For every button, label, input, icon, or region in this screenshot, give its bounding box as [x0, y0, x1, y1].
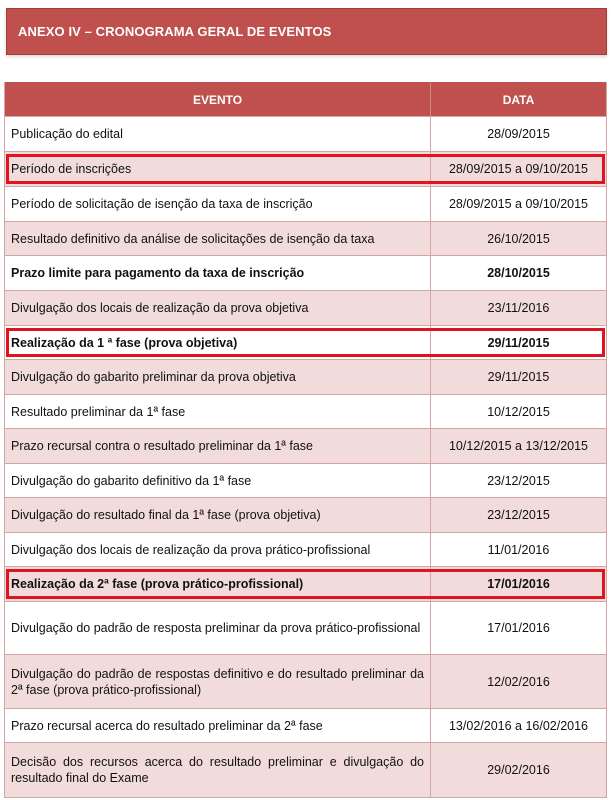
table-row — [5, 428, 606, 463]
data-cell: 28/10/2015 — [487, 266, 550, 280]
table-row — [5, 601, 606, 654]
table-row — [5, 654, 606, 708]
evento-cell: Realização da 2ª fase (prova prático-profissional) — [5, 567, 431, 601]
data-cell: 28/09/2015 — [487, 127, 550, 141]
data-cell: 11/01/2016 — [487, 542, 550, 557]
table-row — [5, 116, 606, 151]
evento-cell: Período de solicitação de isenção da taxa de inscrição — [5, 187, 431, 221]
evento-cell: Decisão dos recursos acerca do resultado preliminar e divulgação do resultado final do Exame — [5, 743, 431, 797]
column-header-data: DATA — [502, 92, 535, 107]
table-row — [5, 255, 606, 290]
column-header-evento: EVENTO — [5, 83, 431, 116]
data-cell: 12/02/2016 — [487, 674, 550, 689]
table-row — [5, 221, 606, 255]
table-row — [5, 708, 606, 742]
data-cell: 17/01/2016 — [487, 577, 550, 591]
evento-cell: Resultado definitivo da análise de solicitações de isenção da taxa — [5, 222, 431, 255]
data-cell: 29/02/2016 — [487, 763, 550, 777]
data-cell: 10/12/2015 a 13/12/2015 — [448, 439, 589, 453]
evento-cell: Prazo recursal contra o resultado preliminar da 1ª fase — [5, 429, 431, 463]
schedule-table — [4, 82, 607, 798]
table-row — [5, 186, 606, 221]
data-cell: 17/01/2016 — [487, 621, 550, 635]
table-row — [5, 359, 606, 394]
evento-cell: Divulgação do resultado final da 1ª fase (prova objetiva) — [5, 498, 431, 532]
evento-cell: Divulgação dos locais de realização da prova prático-profissional — [5, 533, 431, 566]
evento-cell: Resultado preliminar da 1ª fase — [5, 395, 431, 428]
table-row-highlighted — [5, 325, 606, 359]
table-header-row — [5, 82, 606, 116]
table-row — [5, 532, 606, 566]
annex-title-banner — [6, 8, 607, 55]
evento-cell: Prazo limite para pagamento da taxa de inscrição — [5, 256, 431, 290]
data-cell: 28/09/2015 a 09/10/2015 — [448, 162, 589, 176]
table-row-highlighted — [5, 151, 606, 186]
evento-cell: Divulgação do padrão de resposta preliminar da prova prático-profissional — [5, 602, 431, 654]
table-row — [5, 394, 606, 428]
table-row — [5, 742, 606, 797]
evento-cell: Divulgação do padrão de respostas definitivo e do resultado preliminar da 2ª fase (prova prático-profissional) — [5, 655, 431, 708]
evento-cell: Período de inscrições — [5, 152, 431, 186]
annex-title: ANEXO IV – CRONOGRAMA GERAL DE EVENTOS — [18, 24, 332, 39]
data-cell: 23/12/2015 — [487, 473, 550, 488]
data-cell: 29/11/2015 — [487, 370, 550, 384]
data-cell: 10/12/2015 — [487, 404, 550, 419]
evento-cell: Divulgação do gabarito preliminar da prova objetiva — [5, 360, 431, 394]
data-cell: 26/10/2015 — [487, 231, 550, 246]
evento-cell: Publicação do edital — [5, 117, 431, 151]
table-row — [5, 463, 606, 497]
data-cell: 29/11/2015 — [487, 335, 550, 350]
evento-cell: Prazo recursal acerca do resultado preliminar da 2ª fase — [5, 709, 431, 742]
table-row-highlighted — [5, 566, 606, 601]
data-cell: 23/12/2015 — [487, 508, 550, 522]
evento-cell: Divulgação dos locais de realização da prova objetiva — [5, 291, 431, 325]
evento-cell: Realização da 1 ª fase (prova objetiva) — [5, 326, 431, 359]
table-row — [5, 497, 606, 532]
data-cell: 13/02/2016 a 16/02/2016 — [448, 718, 589, 733]
table-row — [5, 290, 606, 325]
data-cell: 23/11/2016 — [487, 301, 550, 315]
evento-cell: Divulgação do gabarito definitivo da 1ª fase — [5, 464, 431, 497]
data-cell: 28/09/2015 a 09/10/2015 — [448, 197, 589, 211]
